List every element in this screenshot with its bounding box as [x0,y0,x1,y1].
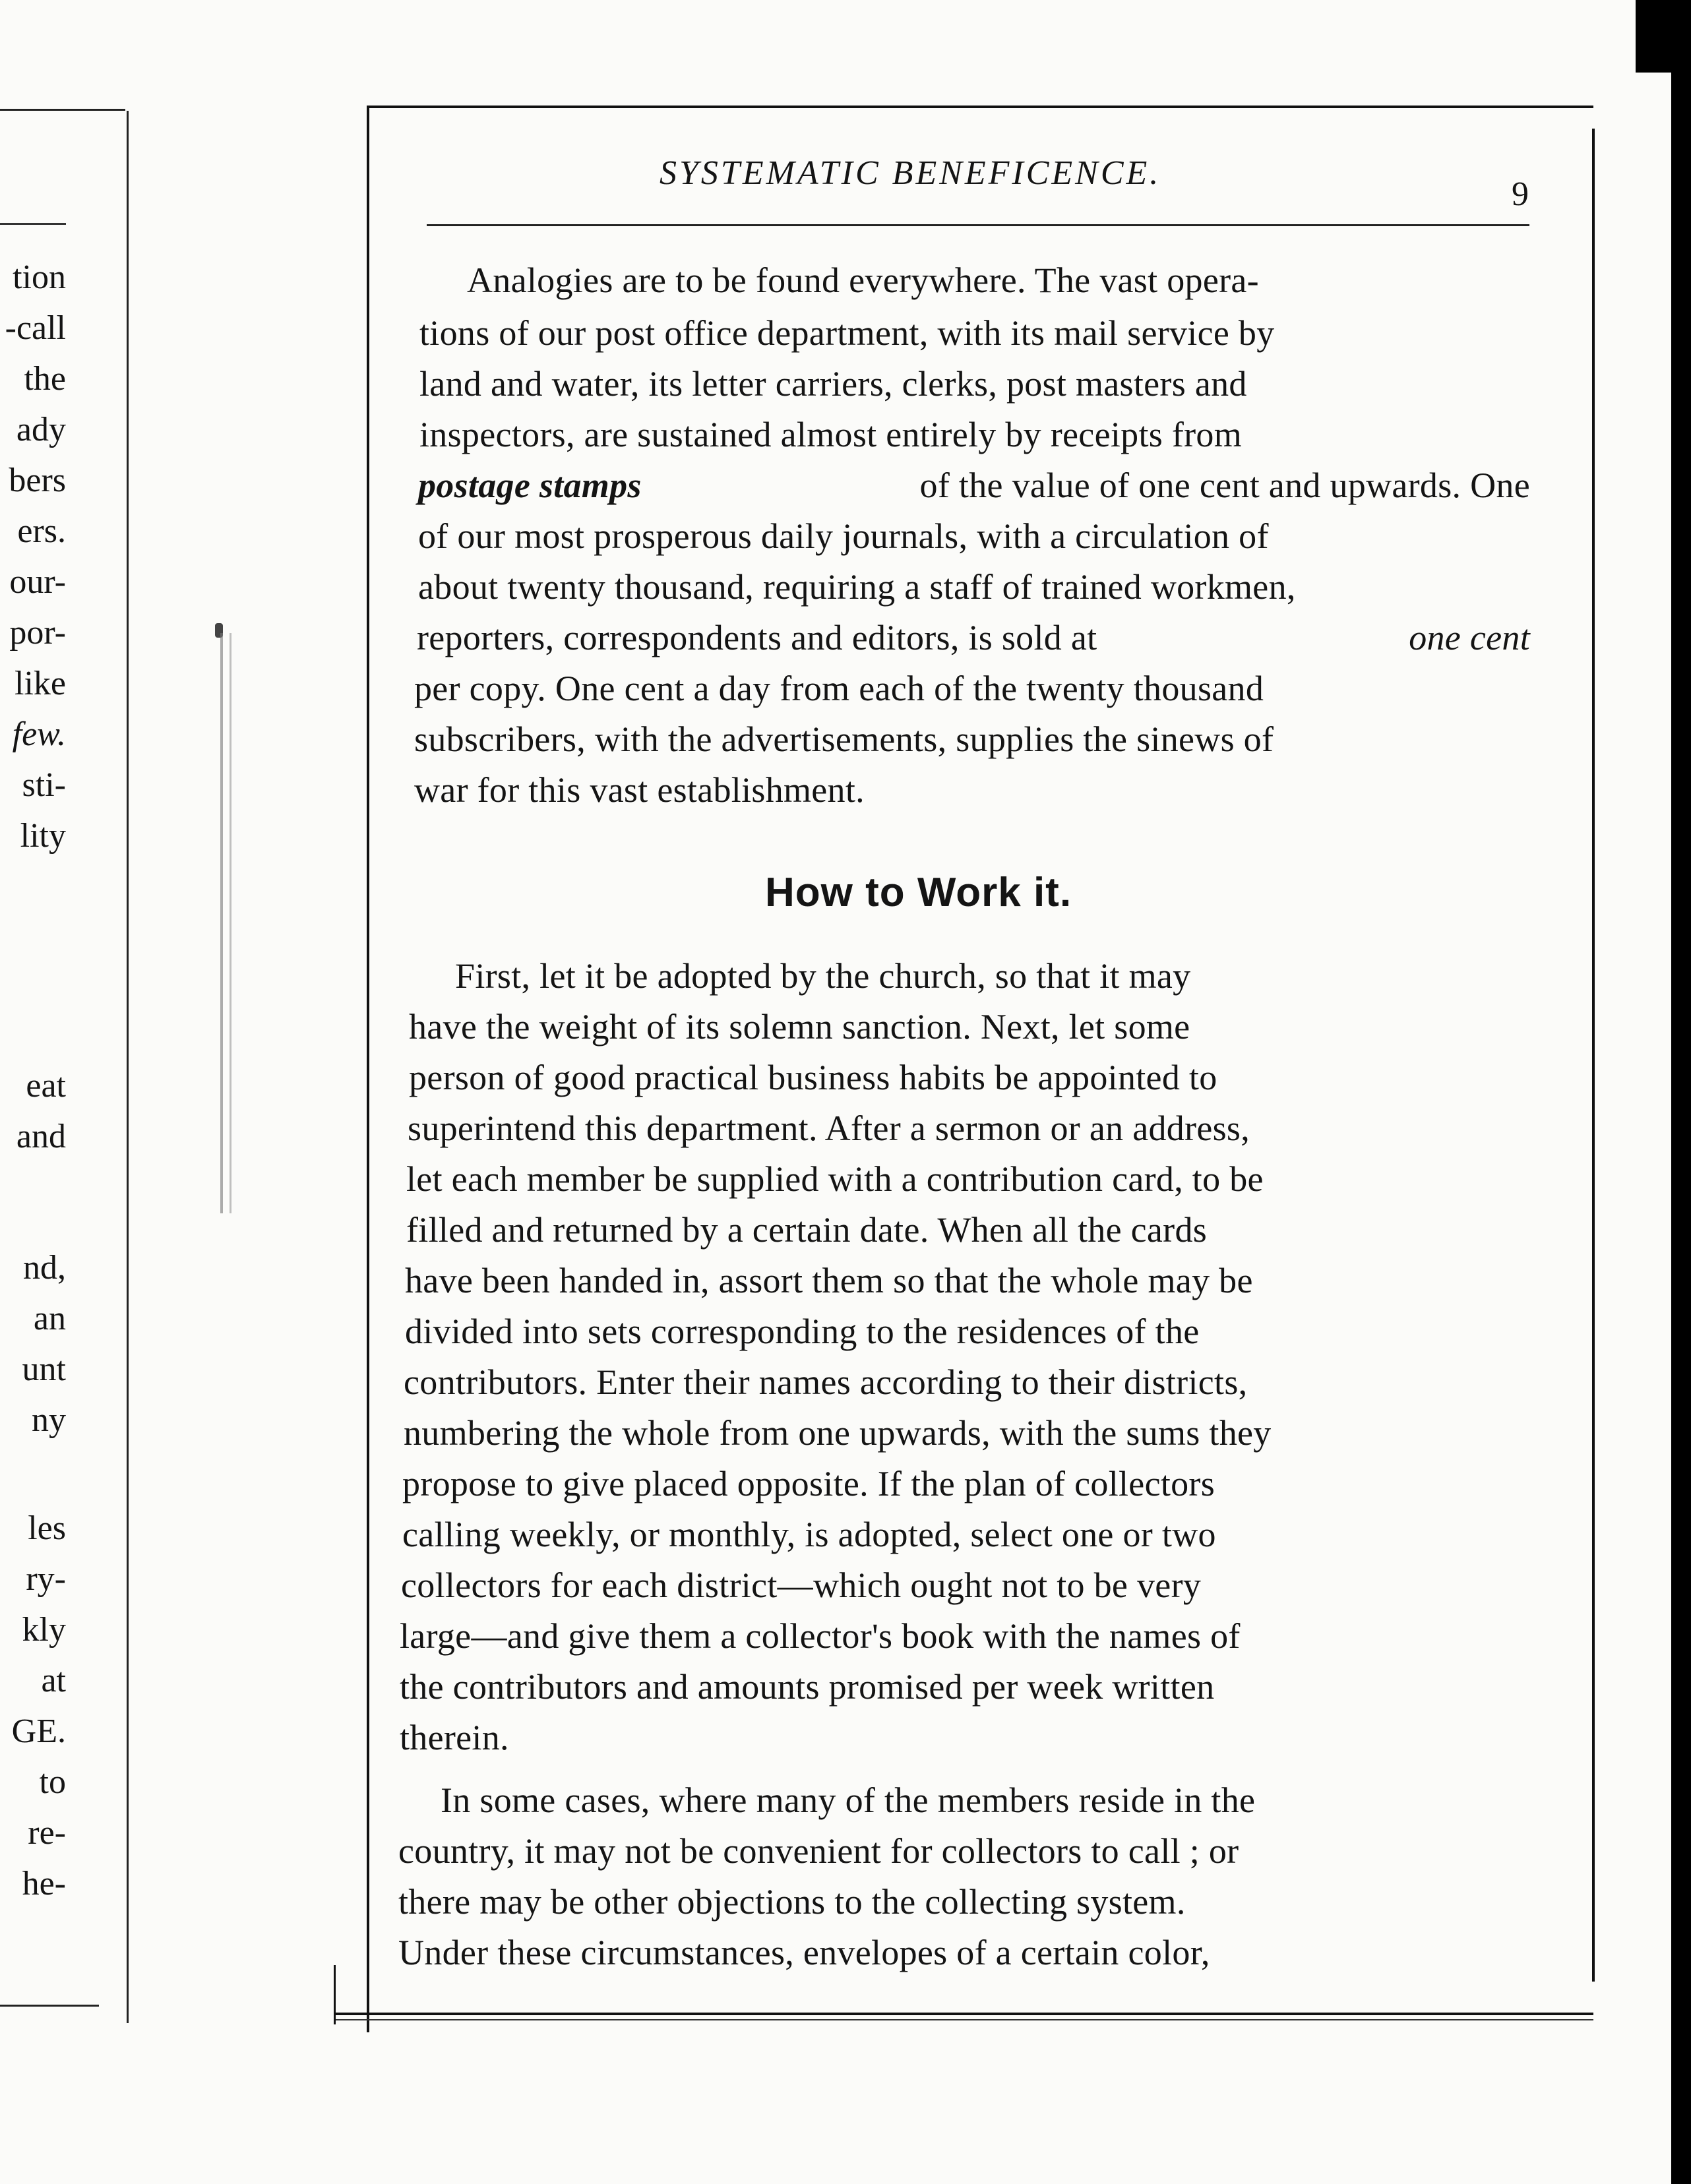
text-line: numbering the whole from one upwards, with the sums they [404,1413,1272,1453]
section-heading: How to Work it. [765,870,1072,915]
text-line: therein. [400,1718,509,1757]
running-head: SYSTEMATIC BENEFICENCE. [660,154,1161,192]
left-fragment-line: ady [16,411,66,448]
text-line: the contributors and amounts promised per week written [400,1667,1215,1707]
page-number: 9 [1512,175,1529,213]
left-fragment-line: les [28,1509,66,1547]
text-line: have been handed in, assort them so that the whole may be [405,1261,1253,1300]
left-fragment-line: he- [22,1865,66,1902]
left-fragment-line: -call [5,309,66,347]
left-fragment-line: an [33,1300,66,1337]
left-fragment-line: our- [9,563,66,601]
page-frame-inner-left-border [334,1965,336,2024]
text-line: about twenty thousand, requiring a staff of trained workmen, [418,567,1296,607]
scan-edge-right [1671,0,1691,2184]
text-line: land and water, its letter carriers, clerks, post masters and [419,364,1247,404]
text-line: have the weight of its solemn sanction. Next, let some [409,1007,1190,1046]
left-fragment-line: ers. [17,512,66,550]
text-segment: of the value of one cent and upwards. One [919,466,1530,505]
page-frame-left-border [367,107,369,2032]
text-line: per copy. One cent a day from each of the twenty thousand [414,669,1264,708]
left-fragment-line: nd, [23,1249,66,1287]
scan-edge-top-right [1636,0,1691,73]
text-line: war for this vast establishment. [414,770,865,810]
left-frame-top-border [0,109,125,111]
left-fragment-line: the [24,360,66,398]
left-fragment-line: lity [20,817,66,855]
text-line: inspectors, are sustained almost entirely by receipts from [419,415,1243,454]
page-frame-top-border [367,106,1593,108]
text-line: filled and returned by a certain date. When all the cards [406,1210,1208,1250]
left-header-rule [0,223,66,225]
left-fragment-line: sti- [22,766,66,804]
text-line: calling weekly, or monthly, is adopted, select one or two [402,1515,1216,1554]
text-line-with-italic [417,618,1530,657]
text-segment: reporters, correspondents and editors, is sold at [417,618,1097,657]
text-line: country, it may not be convenient for collectors to call ; or [398,1831,1239,1871]
text-line: divided into sets corresponding to the residences of the [405,1312,1200,1351]
left-fragment-line: GE. [11,1713,66,1750]
left-frame-right-border [127,111,129,2023]
text-line: person of good practical business habits be appointed to [409,1058,1217,1097]
left-fragment-line: few. [12,715,66,753]
left-fragment-line: ry- [26,1560,66,1598]
left-fragment-line: at [41,1662,66,1699]
left-page-fragment [0,0,132,2184]
left-fragment-line: to [39,1763,66,1801]
page-frame-right-border [1592,129,1595,1982]
italic-phrase: postage stamps [418,466,642,505]
text-line: large—and give them a collector's book with the names of [400,1616,1241,1656]
text-line: collectors for each district—which ought not to be very [401,1565,1202,1605]
text-line: tions of our post office department, with its mail service by [419,313,1275,353]
text-line: Under these circumstances, envelopes of a certain color, [398,1933,1210,1972]
left-fragment-line: and [16,1118,66,1155]
text-line: of our most prosperous daily journals, with a circulation of [418,516,1269,556]
left-frame-bottom-border [0,2005,99,2007]
left-fragment-line: por- [9,614,66,652]
binding-stitch-line [220,633,231,1213]
text-line: superintend this department. After a sermon or an address, [408,1108,1250,1148]
left-fragment-line: ny [32,1401,66,1439]
text-line-with-italic [418,466,1530,505]
text-line: propose to give placed opposite. If the plan of collectors [402,1464,1215,1503]
left-fragment-line: eat [26,1067,66,1105]
left-fragment-line: re- [28,1814,66,1852]
text-line: contributors. Enter their names according to their districts, [404,1362,1248,1402]
text-line: Analogies are to be found everywhere. The vast opera- [467,260,1259,300]
italic-phrase: one cent [1409,618,1530,657]
text-line: let each member be supplied with a contribution card, to be [406,1159,1264,1199]
header-rule [427,224,1529,226]
text-line: subscribers, with the advertisements, supplies the sinews of [414,719,1274,759]
text-line: First, let it be adopted by the church, so that it may [455,956,1191,996]
left-fragment-line: like [15,665,66,702]
page-frame-bottom-border-inner [334,2019,1593,2020]
left-fragment-line: unt [22,1350,66,1388]
left-fragment-line: bers [9,462,66,499]
left-fragment-line: kly [22,1611,66,1649]
page-frame-bottom-border [334,2013,1593,2015]
text-line: In some cases, where many of the members reside in the [441,1780,1256,1820]
text-line: there may be other objections to the collecting system. [398,1882,1186,1922]
left-fragment-line: tion [13,258,66,296]
